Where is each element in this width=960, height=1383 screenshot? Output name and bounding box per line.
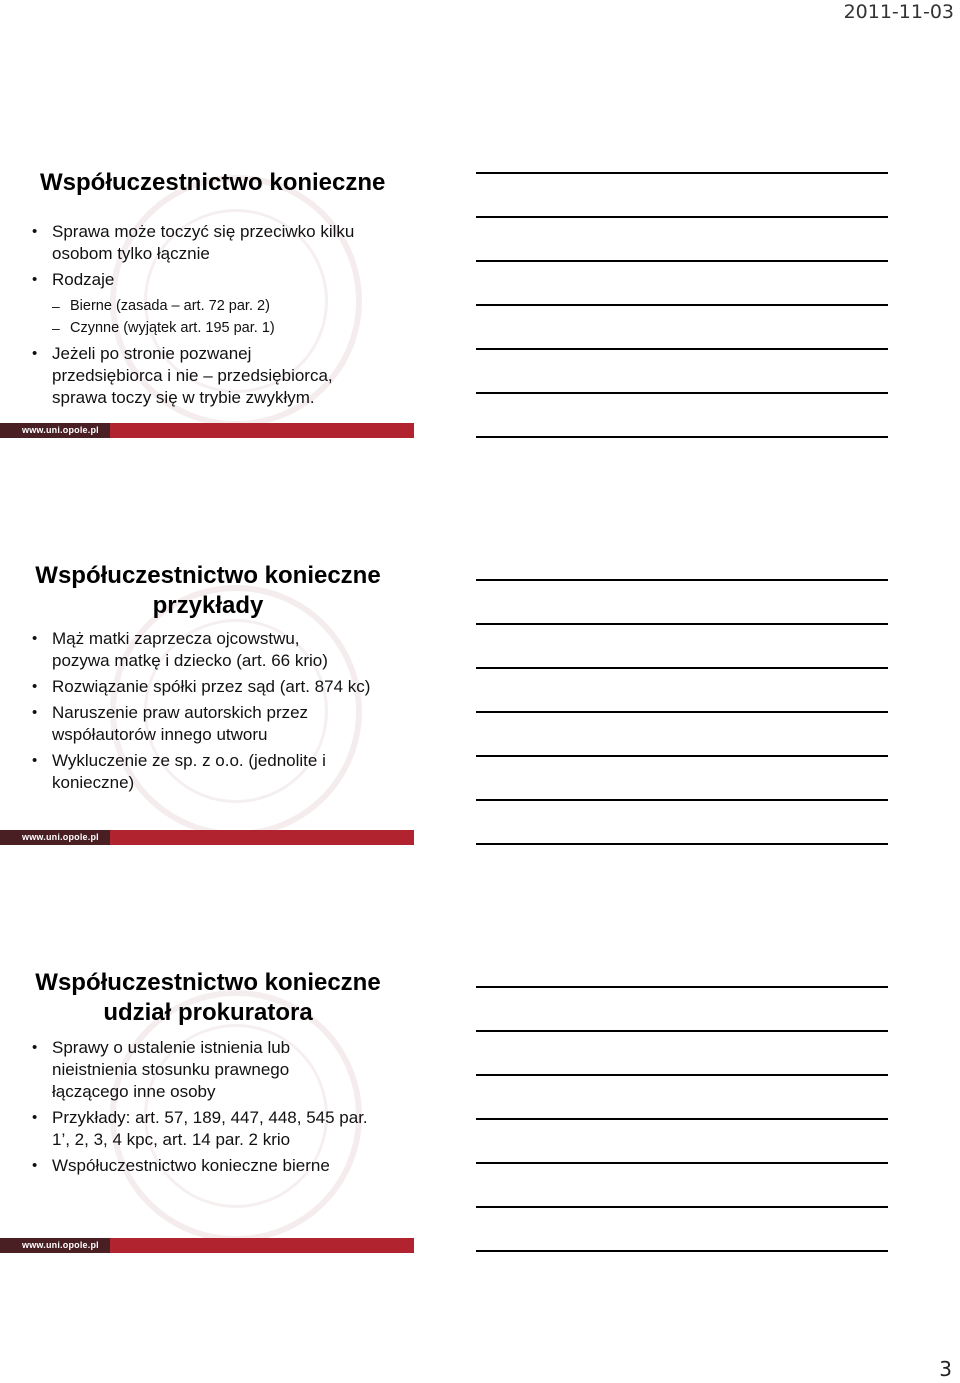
notes-line <box>476 667 888 669</box>
slide-title-line1: Współuczestnictwo konieczne <box>35 562 381 589</box>
bullet-item: • Sprawa może toczyć się przeciwko kilku osobom tylko łącznie <box>0 221 392 265</box>
bullet-item: • Rodzaje <box>0 269 400 291</box>
notes-line <box>476 1030 888 1032</box>
notes-line <box>476 623 888 625</box>
notes-line <box>476 304 888 306</box>
page-number: 3 <box>939 1357 952 1381</box>
notes-line <box>476 579 888 581</box>
bullet-item: • Jeżeli po stronie pozwanej przedsiębiorca i nie – przedsiębiorca, sprawa toczy się w trybie zwykłym. <box>0 343 362 409</box>
notes-line <box>476 1250 888 1252</box>
notes-line <box>476 1206 888 1208</box>
notes-line <box>476 799 888 801</box>
bullet-item: • Wykluczenie ze sp. z o.o. (jednolite i konieczne) <box>0 750 362 794</box>
bullet-item: • Sprawy o ustalenie istnienia lub nieistnienia stosunku prawnego łączącego inne osoby <box>0 1037 332 1103</box>
notes-line <box>476 1162 888 1164</box>
page-date: 2011-11-03 <box>843 1 954 23</box>
sub-bullet-item: – Czynne (wyjątek art. 195 par. 1) <box>0 317 400 339</box>
slide-3 <box>0 0 416 1260</box>
bullet-item: • Naruszenie praw autorskich przez współautorów innego utworu <box>0 702 352 746</box>
slide-title-line1: Współuczestnictwo konieczne <box>35 969 381 996</box>
notes-line <box>476 172 888 174</box>
sub-bullet-item: – Bierne (zasada – art. 72 par. 2) <box>0 295 400 317</box>
notes-line <box>476 755 888 757</box>
notes-line <box>476 260 888 262</box>
bullet-item: • Mąż matki zaprzecza ojcowstwu, pozywa matkę i dziecko (art. 66 krio) <box>0 628 352 672</box>
bullet-item: • Współuczestnictwo konieczne bierne <box>0 1155 392 1177</box>
bullet-item: • Przykłady: art. 57, 189, 447, 448, 545 par. 1’, 2, 3, 4 kpc, art. 14 par. 2 krio <box>0 1107 372 1151</box>
slide-title-line2: przykłady <box>152 592 264 619</box>
notes-line <box>476 436 888 438</box>
notes-line <box>476 711 888 713</box>
slide-title <box>0 968 426 1028</box>
slide-footer-bar <box>0 1238 414 1253</box>
slide-title-line2: udział prokuratora <box>103 999 313 1026</box>
notes-line <box>476 1074 888 1076</box>
notes-line <box>476 986 888 988</box>
notes-line <box>476 348 888 350</box>
footer-url: www.uni.opole.pl <box>22 832 99 842</box>
slide-title-line1: Współuczestnictwo konieczne <box>40 169 386 196</box>
footer-url: www.uni.opole.pl <box>22 425 99 435</box>
notes-line <box>476 392 888 394</box>
notes-line <box>476 216 888 218</box>
notes-line <box>476 843 888 845</box>
bullet-list <box>0 1037 400 1181</box>
footer-url: www.uni.opole.pl <box>22 1240 99 1250</box>
notes-line <box>476 1118 888 1120</box>
bullet-item: • Rozwiązanie spółki przez sąd (art. 874 kc) <box>0 676 372 698</box>
